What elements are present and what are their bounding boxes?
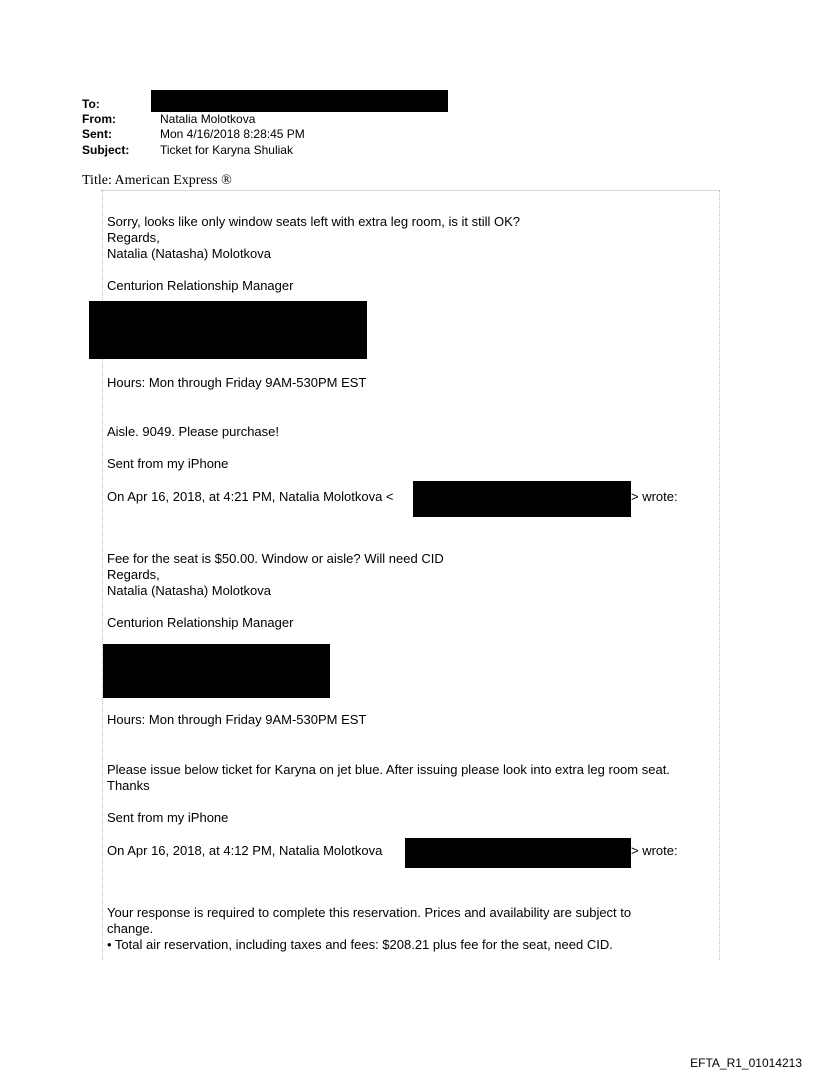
redacted-email-address-2	[405, 838, 631, 868]
msg4-quote-prefix: On Apr 16, 2018, at 4:12 PM, Natalia Molotkova	[107, 843, 383, 858]
subject-value: Ticket for Karyna Shuliak	[160, 143, 293, 157]
msg2-text: Aisle. 9049. Please purchase!	[107, 424, 279, 439]
redacted-email-address	[413, 481, 631, 517]
msg4-text: Please issue below ticket for Karyna on jet blue. After issuing please look into extra leg room seat.	[107, 762, 670, 777]
message-frame-right-border	[719, 190, 720, 960]
redacted-contact-block	[89, 301, 367, 359]
msg3-text: Fee for the seat is $50.00. Window or aisle? Will need CID	[107, 551, 444, 566]
msg5-text: Your response is required to complete this reservation. Prices and availability are subject to	[107, 905, 632, 920]
msg1-hours: Hours: Mon through Friday 9AM-530PM EST	[107, 375, 367, 390]
to-label: To:	[82, 97, 100, 111]
document-id: EFTA_R1_01014213	[690, 1056, 802, 1070]
msg1-regards: Regards,	[107, 230, 160, 245]
msg4-quote-suffix: > wrote:	[631, 843, 678, 858]
from-value: Natalia Molotkova	[160, 112, 256, 126]
msg3-regards: Regards,	[107, 567, 160, 582]
msg3-hours: Hours: Mon through Friday 9AM-530PM EST	[107, 712, 367, 727]
msg1-signature-name: Natalia (Natasha) Molotkova	[107, 246, 272, 261]
msg3-signature-role: Centurion Relationship Manager	[107, 615, 294, 630]
msg1-text: Sorry, looks like only window seats left with extra leg room, is it still OK?	[107, 214, 521, 229]
from-label: From:	[82, 112, 116, 126]
msg1-signature-role: Centurion Relationship Manager	[107, 278, 294, 293]
msg5-bullet: • Total air reservation, including taxes and fees: $208.21 plus fee for the seat, need CID.	[107, 937, 613, 952]
sent-value: Mon 4/16/2018 8:28:45 PM	[160, 127, 305, 141]
message-frame-top-border	[100, 190, 720, 191]
msg4-thanks: Thanks	[107, 778, 150, 793]
msg5-text-cont: change.	[107, 921, 154, 936]
msg2-quote-suffix: > wrote:	[631, 489, 678, 504]
redacted-to-address	[151, 90, 448, 112]
msg3-signature-name: Natalia (Natasha) Molotkova	[107, 583, 272, 598]
subject-label: Subject:	[82, 143, 130, 157]
redacted-contact-block-2	[103, 644, 330, 698]
sent-label: Sent:	[82, 127, 112, 141]
msg4-sent-from: Sent from my iPhone	[107, 810, 229, 825]
msg2-quote-prefix: On Apr 16, 2018, at 4:21 PM, Natalia Molotkova <	[107, 489, 394, 504]
msg2-sent-from: Sent from my iPhone	[107, 456, 229, 471]
page-title: Title: American Express ®	[82, 173, 232, 188]
